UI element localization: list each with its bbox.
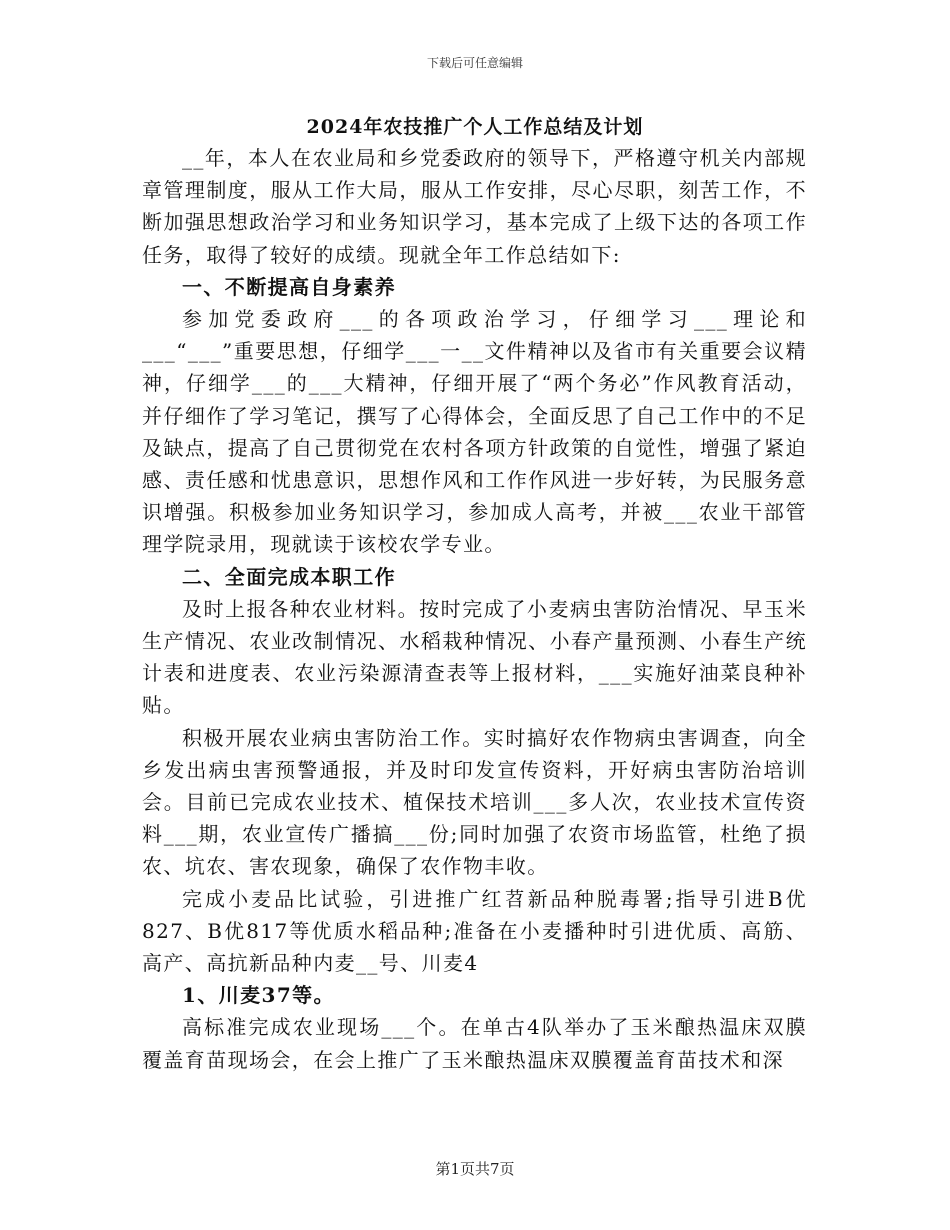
page-footer: 第1页共7页 bbox=[435, 1160, 515, 1178]
section-2-paragraph-3: 完成小麦品比试验，引进推广红苕新品种脱毒署;指导引进B优827、B优817等优质水稻品种;准备在小麦播种时引进优质、高筋、高产、高抗新品种内麦__号、川麦4 bbox=[142, 886, 807, 976]
numbered-heading: 1、川麦37等。 bbox=[182, 983, 335, 1008]
document-body bbox=[142, 142, 807, 1076]
section-2-paragraph-2: 积极开展农业病虫害防治工作。实时搞好农作物病虫害调查，向全乡发出病虫害预警通报，并及时印发宣传资料，开好病虫害防治培训会。目前已完成农业技术、植保技术培训___多人次，农业技术宣传资料___期，农业宣传广播搞___份;同时加强了农资市场监管，杜绝了损农、坑农、害农现象，确保了农作物丰收。 bbox=[142, 725, 807, 879]
section-1-paragraph: 参加党委政府___的各项政治学习，仔细学习___理论和___“___”重要思想，仔细学___一__文件精神以及省市有关重要会议精神，仔细学___的___大精神，仔细开展了“两个务必”作风教育活动，并仔细作了学习笔记，撰写了心得体会，全面反思了自己工作中的不足及缺点，提高了自己贯彻党在农村各项方针政策的自觉性，增强了紧迫感、责任感和忧患意识，思想作风和工作作风进一步好转，为民服务意识增强。积极参加业务知识学习，参加成人高考，并被___农业干部管理学院录用，现就读于该校农学专业。 bbox=[142, 307, 807, 557]
section-2-paragraph-4: 高标准完成农业现场___个。在单古4队举办了玉米酿热温床双膜覆盖育苗现场会，在会上推广了玉米酿热温床双膜覆盖育苗技术和深 bbox=[142, 1015, 807, 1072]
header-note: 下载后可任意编辑 bbox=[426, 56, 523, 70]
document-title: 2024年农技推广个人工作总结及计划 bbox=[306, 116, 644, 138]
section-heading-2: 二、全面完成本职工作 bbox=[182, 564, 396, 589]
section-heading-1: 一、不断提高自身素养 bbox=[182, 274, 396, 299]
intro-paragraph: __年，本人在农业局和乡党委政府的领导下，严格遵守机关内部规章管理制度，服从工作大局，服从工作安排，尽心尽职，刻苦工作，不断加强思想政治学习和业务知识学习，基本完成了上级下达的各项工作任务，取得了较好的成绩。现就全年工作总结如下: bbox=[142, 146, 807, 267]
section-2-paragraph-1: 及时上报各种农业材料。按时完成了小麦病虫害防治情况、早玉米生产情况、农业改制情况、水稻栽种情况、小春产量预测、小春生产统计表和进度表、农业污染源清查表等上报材料，___实施好油菜良种补贴。 bbox=[142, 596, 807, 718]
